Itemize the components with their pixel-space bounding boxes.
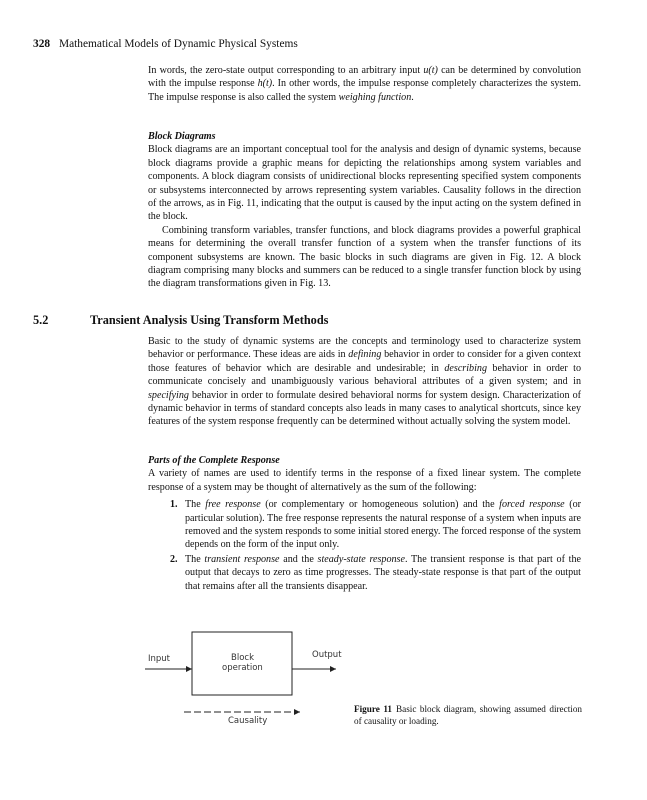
- intro-paragraph: In words, the zero-state output corresponding to an arbitrary input u(t) can be determined by convolution with the impulse response h(t). In other words, the impulse response completely characterizes the system. The impulse response is also called the system weighing function.: [148, 65, 582, 103]
- output-label: Output: [312, 650, 342, 660]
- caption-text: Basic block diagram, showing assumed direction of causality or loading.: [354, 704, 583, 727]
- block-label-line1: Block: [231, 653, 254, 663]
- block-label-line2: operation: [222, 663, 263, 673]
- running-title: Mathematical Models of Dynamic Physical Systems: [58, 38, 298, 50]
- numbered-list: [148, 498, 581, 593]
- paragraph: Block diagrams are an important conceptual tool for the analysis and design of dynamic systems, because block diagrams provide a graphic means for depicting the relationships among system variables and components. A block diagram consists of unidirectional blocks representing specified system components or subsystems interconnected by arrows representing system variables. Causality follows in the direction of the arrows, as in Fig. 11, indicating that the output is caused by the input acting on the system defined in the block.: [148, 144, 581, 223]
- causality-label: Causality: [228, 716, 268, 726]
- list-item: 2. The transient response and the steady-state response. The transient response is that part of the output that decays to zero as time progresses. The steady-state response is that part of the output that remains after all the transients disappear.: [170, 553, 581, 592]
- figure-caption: [354, 703, 582, 728]
- section-heading: [33, 313, 328, 328]
- paragraph: Combining transform variables, transfer functions, and block diagrams provides a powerful graphical means for determining the overall transfer function of a system when the transfer functions of its component subsystems are known. The basic blocks in such diagrams are given in Fig. 12. A block diagram comprising many blocks and summers can be reduced to a single transfer function block by using the diagram transformations given in Fig. 13.: [148, 224, 581, 290]
- paragraph: A variety of names are used to identify terms in the response of a fixed linear system. The complete response of a system may be thought of alternatively as the sum of the following:: [148, 468, 581, 493]
- list-item: 1. The free response (or complementary or homogeneous solution) and the forced response (or particular solution). The free response represents the natural response of a system when inputs are removed and the system responds to some initial stored energy. The forced response of the system depends on the form of the input only.: [170, 499, 581, 551]
- section-number: 5.2: [33, 313, 49, 327]
- block-diagrams-subsection: [148, 130, 581, 291]
- section-title: Transient Analysis Using Transform Methods: [90, 313, 329, 327]
- figure-number: Figure 11: [354, 704, 393, 714]
- parts-subsection: [148, 454, 581, 594]
- section-intro-paragraph: Basic to the study of dynamic systems are the concepts and terminology used to characterize system behavior or performance. These ideas are aids in defining behavior in order to consider for a given context those features of behavior which are desirable and undesirable; in describing behavior in order to communicate concisely and unambiguously various behavioral attributes of a given system; and in specifying behavior in order to formulate desired behavioral norms for system design. Characterization of dynamic behavior in terms of standard concepts also leads in many cases to analytical shortcuts, since key features of the system response frequently can be determined without actually solving the system model.: [148, 336, 581, 428]
- subsection-heading: Block Diagrams: [148, 131, 216, 142]
- input-label: Input: [148, 654, 171, 664]
- running-head: [33, 38, 298, 50]
- page-number: 328: [33, 38, 51, 50]
- subsection-heading: Parts of the Complete Response: [148, 455, 280, 466]
